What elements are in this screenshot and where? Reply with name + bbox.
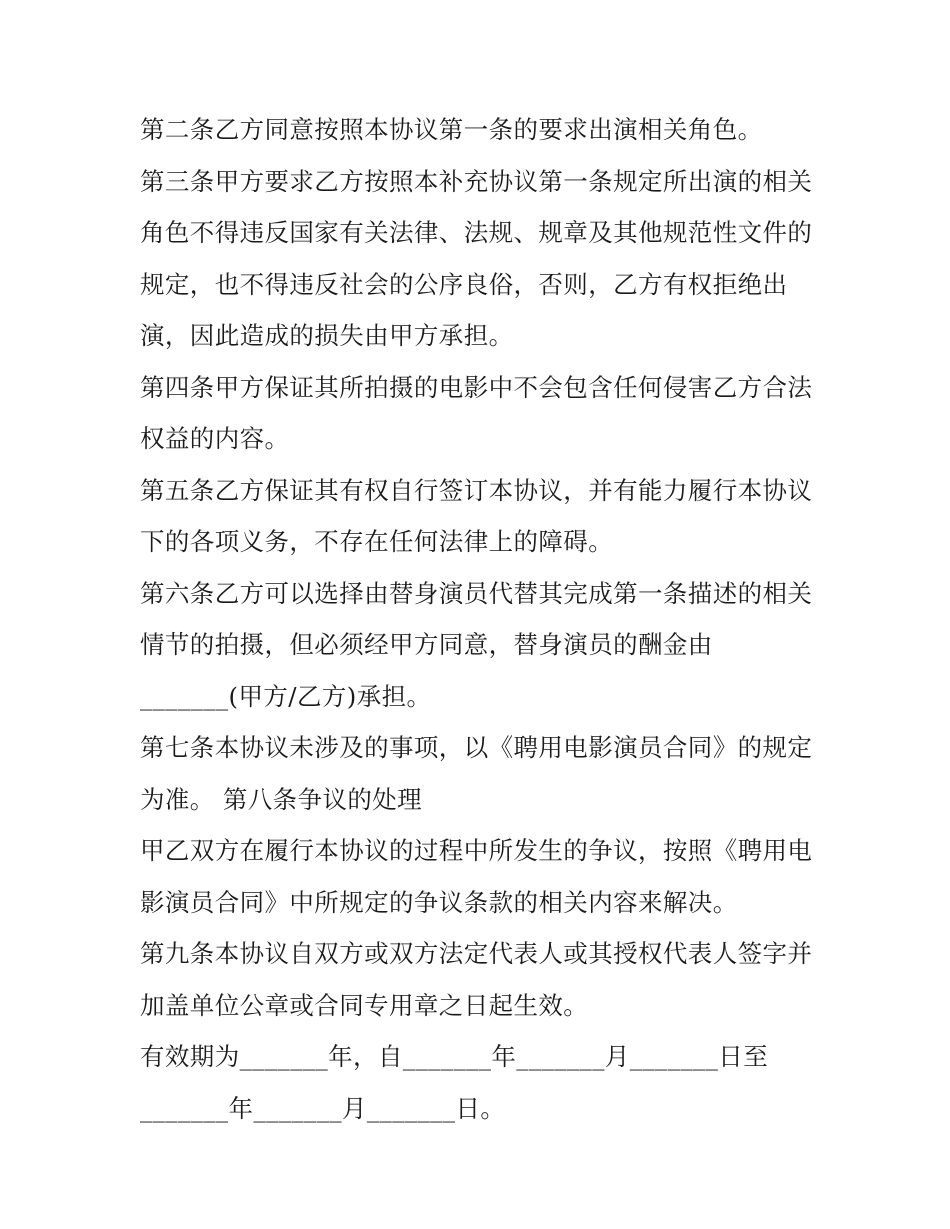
clause-3-line-2: 角色不得违反国家有关法律、法规、规章及其他规范性文件的	[140, 218, 813, 247]
clause-6-line-1: 第六条乙方可以选择由替身演员代替其完成第一条描述的相关	[140, 578, 813, 608]
clause-7-line-1: 第七条本协议未涉及的事项，以《聘用电影演员合同》的规定	[140, 733, 813, 762]
clause-7-line-2: 为准。 第八条争议的处理	[140, 784, 423, 814]
clause-4-line-2: 权益的内容。	[140, 424, 290, 453]
clause-5-line-1: 第五条乙方保证其有权自行签订本协议，并有能力履行本协议	[140, 475, 813, 505]
clause-2-line-1: 第二条乙方同意按照本协议第一条的要求出演相关角色。	[140, 115, 763, 144]
clause-8-line-1: 甲乙双方在履行本协议的过程中所发生的争议，按照《聘用电	[140, 836, 813, 865]
clause-3-line-4: 演，因此造成的损失由甲方承担。	[140, 321, 514, 350]
clause-4-line-1: 第四条甲方保证其所拍摄的电影中不会包含任何侵害乙方合法	[140, 372, 813, 402]
clause-6-line-2: 情节的拍摄，但必须经甲方同意，替身演员的酬金由	[140, 630, 713, 659]
clause-6-line-3: _______(甲方/乙方)承担。	[140, 681, 432, 711]
clause-3-line-3: 规定，也不得违反社会的公序良俗，否则，乙方有权拒绝出	[140, 269, 788, 299]
clause-8-line-2: 影演员合同》中所规定的争议条款的相关内容来解决。	[140, 887, 738, 917]
validity-line-2: _______年_______月_______日。	[140, 1093, 506, 1123]
clause-3-line-1: 第三条甲方要求乙方按照本补充协议第一条规定所出演的相关	[140, 166, 813, 196]
clause-9-line-1: 第九条本协议自双方或双方法定代表人或其授权代表人签字并	[140, 939, 813, 968]
clause-9-line-2: 加盖单位公章或合同专用章之日起生效。	[140, 990, 589, 1020]
document-body	[140, 104, 830, 1134]
clause-5-line-2: 下的各项义务，不存在任何法律上的障碍。	[140, 527, 614, 556]
validity-line-1: 有效期为_______年，自_______年_______月_______日至	[140, 1042, 769, 1071]
